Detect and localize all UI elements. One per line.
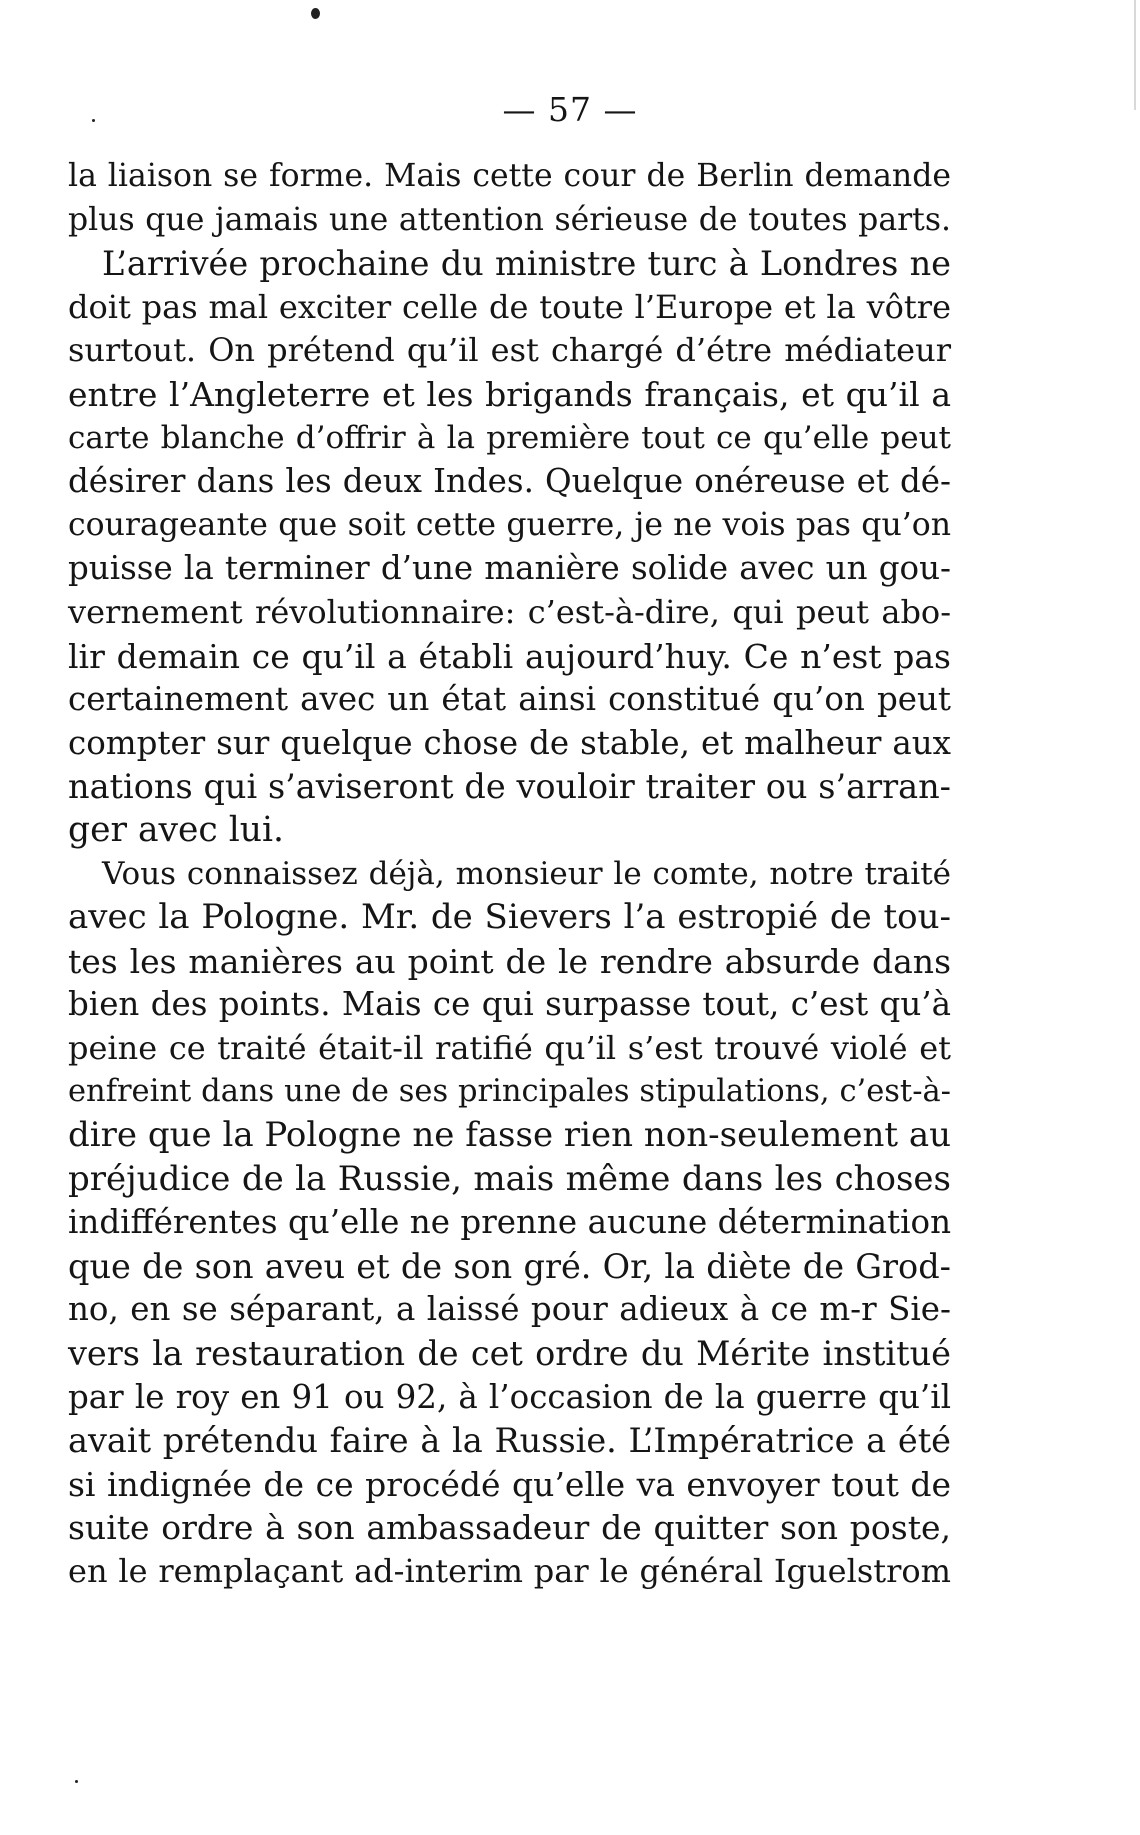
text-line: avec la Pologne. Mr. de Sievers l’a estropié de tou- — [68, 897, 951, 938]
ink-speck — [311, 8, 320, 19]
text-line: tes les manières au point de le rendre absurde dans — [68, 941, 951, 981]
text-line: par le roy en 91 ou 92, à l’occasion de la guerre qu’il — [68, 1377, 951, 1416]
text-line: entre l’Angleterre et les brigands français, et qu’il a — [68, 374, 951, 414]
text-line: plus que jamais une attention sérieuse de toutes parts. — [68, 201, 951, 238]
text-line: vernement révolutionnaire: c’est-à-dire, qui peut abo- — [68, 592, 951, 631]
text-line: no, en se séparant, a laissé pour adieux à ce m-r Sie- — [68, 1290, 951, 1329]
text-line: ger avec lui. — [68, 809, 284, 850]
text-line: Vous connaissez déjà, monsieur le comte, notre traité — [102, 855, 951, 892]
text-line: courageante que soit cette guerre, je ne vois pas qu’on — [68, 506, 951, 543]
text-line: que de son aveu et de son gré. Or, la diète de Grod- — [68, 1246, 951, 1286]
text-line: désirer dans les deux Indes. Quelque onéreuse et dé- — [68, 462, 951, 501]
ink-speck — [75, 1780, 78, 1783]
text-line: lir demain ce qu’il a établi aujourd’huy. Ce n’est pas — [68, 636, 951, 676]
text-line: bien des points. Mais ce qui surpasse tout, c’est qu’à — [68, 985, 951, 1024]
text-line: avait prétendu faire à la Russie. L’Impératrice a été — [68, 1421, 951, 1461]
text-line: doit pas mal exciter celle de toute l’Europe et la vôtre — [68, 287, 951, 326]
text-line: certainement avec un état ainsi constitué qu’on peut — [68, 680, 951, 719]
text-line: puisse la terminer d’une manière solide avec un gou- — [68, 549, 951, 588]
text-line: la liaison se forme. Mais cette cour de Berlin demande — [68, 158, 951, 194]
text-line: si indignée de ce procédé qu’elle va envoyer tout de — [68, 1464, 951, 1504]
text-line: suite ordre à son ambassadeur de quitter son poste, — [68, 1508, 951, 1548]
text-line: L’arrivée prochaine du ministre turc à Londres ne — [102, 244, 951, 284]
text-line: préjudice de la Russie, mais même dans les choses — [68, 1158, 951, 1199]
text-line: carte blanche d’offrir à la première tout ce qu’elle peut — [68, 419, 951, 456]
text-line: nations qui s’aviseront de vouloir traiter ou s’arran- — [68, 767, 951, 807]
page-number: — 57 — — [502, 90, 638, 129]
text-line: compter sur quelque chose de stable, et malheur aux — [68, 723, 951, 762]
text-line: en le remplaçant ad-interim par le général Iguelstrom — [68, 1552, 951, 1590]
text-line: dire que la Pologne ne fasse rien non-seulement au — [68, 1115, 951, 1156]
text-line: peine ce traité était-il ratifié qu’il s’est trouvé violé et — [68, 1028, 951, 1067]
text-line: indifférentes qu’elle ne prenne aucune détermination — [68, 1203, 951, 1242]
text-line: vers la restauration de cet ordre du Mérite institué — [68, 1334, 951, 1374]
text-line: enfreint dans une de ses principales stipulations, c’est-à- — [68, 1074, 951, 1110]
body-text — [68, 155, 951, 1594]
text-line: surtout. On prétend qu’il est chargé d’étre médiateur — [68, 331, 951, 370]
